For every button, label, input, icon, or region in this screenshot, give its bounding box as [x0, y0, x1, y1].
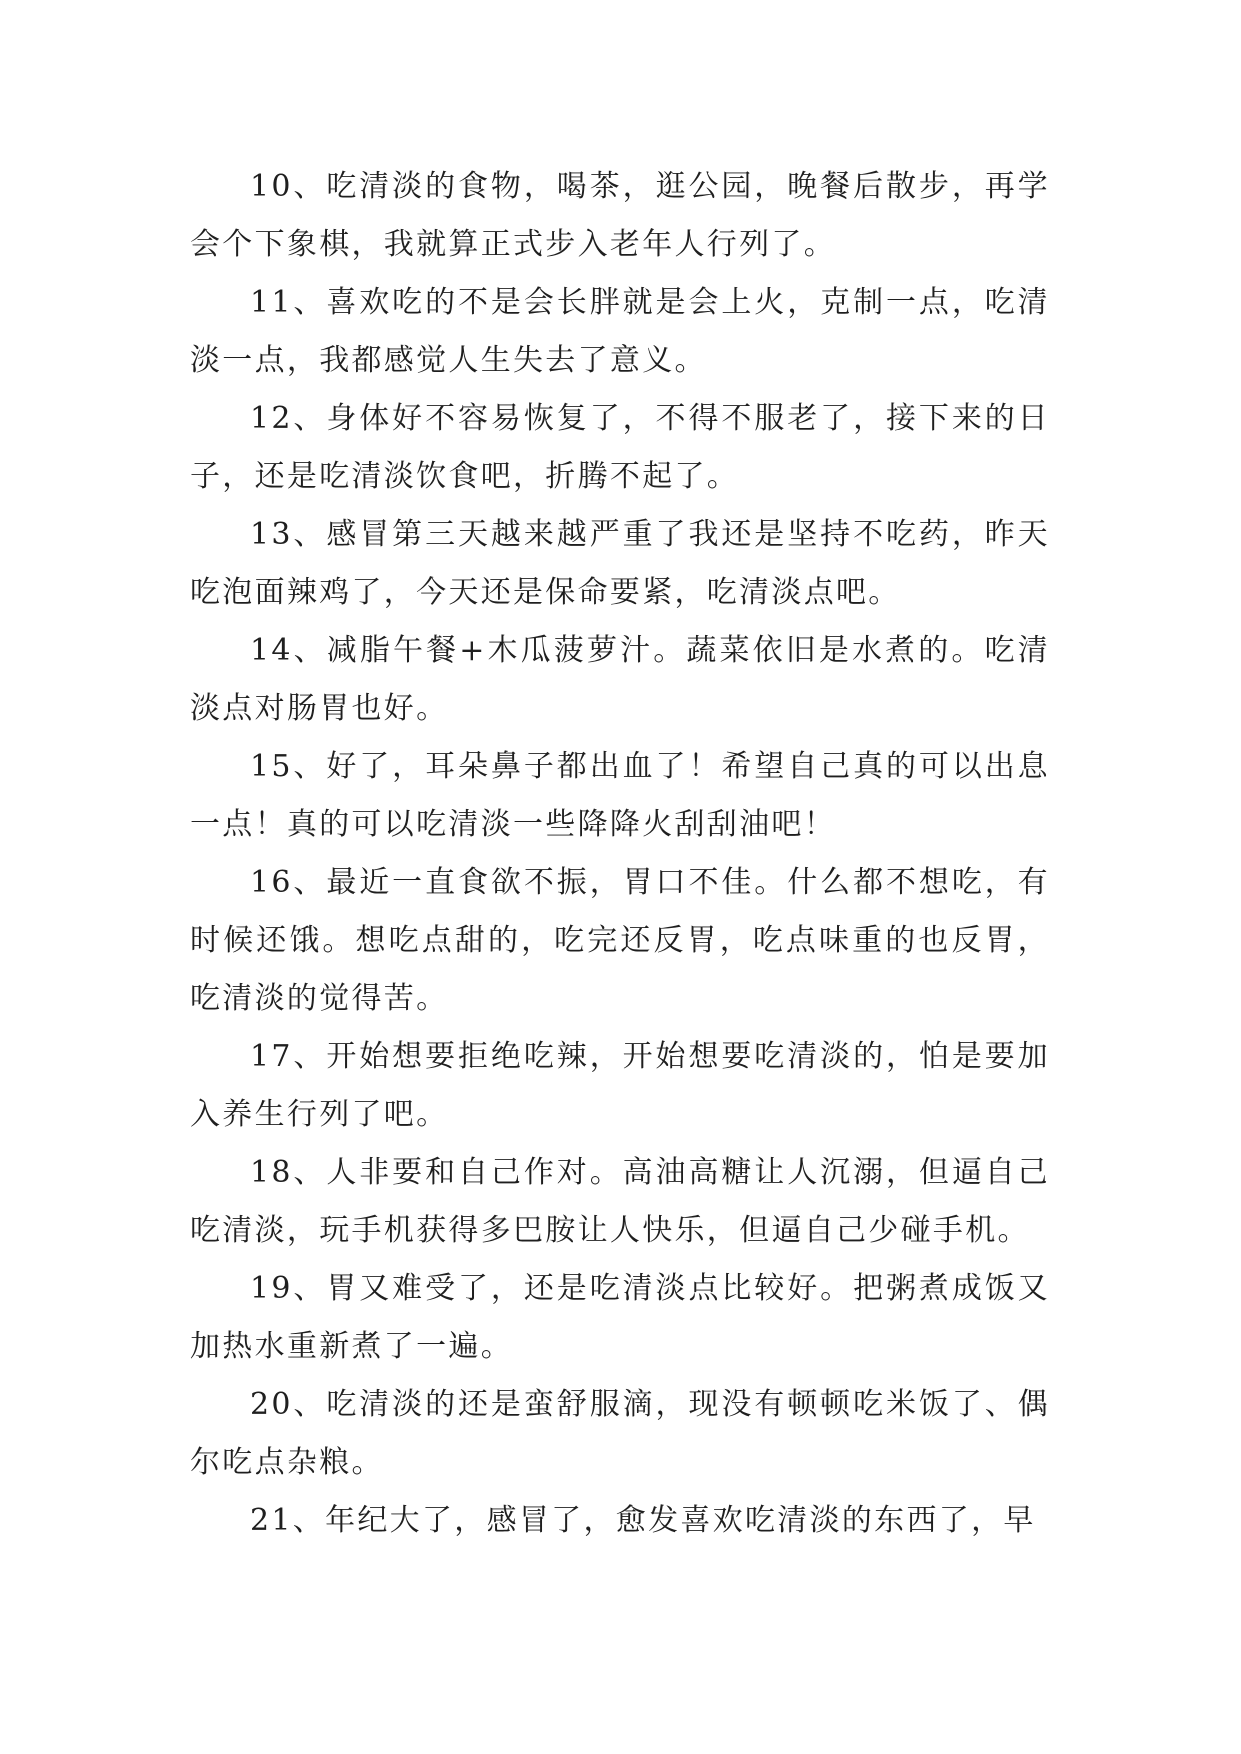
paragraph-11: 11、喜欢吃的不是会长胖就是会上火，克制一点，吃清淡一点，我都感觉人生失去了意义。	[190, 285, 1050, 378]
paragraph-21: 21、年纪大了，感冒了，愈发喜欢吃清淡的东西了，早	[250, 1503, 1036, 1538]
paragraph-16: 16、最近一直食欲不振，胃口不佳。什么都不想吃，有时候还饿。想吃点甜的，吃完还反胃，吃点味重的也反胃，吃清淡的觉得苦。	[190, 865, 1050, 1016]
paragraph-19: 19、胃又难受了，还是吃清淡点比较好。把粥煮成饭又加热水重新煮了一遍。	[190, 1271, 1050, 1364]
paragraph-20: 20、吃清淡的还是蛮舒服滴，现没有顿顿吃米饭了、偶尔吃点杂粮。	[190, 1387, 1050, 1480]
paragraph-15: 15、好了，耳朵鼻子都出血了！希望自己真的可以出息一点！真的可以吃清淡一些降降火刮刮油吧！	[190, 749, 1050, 842]
paragraph-14: 14、减脂午餐+木瓜菠萝汁。蔬菜依旧是水煮的。吃清淡点对肠胃也好。	[190, 633, 1050, 726]
document-body	[190, 158, 1050, 1550]
paragraph-17: 17、开始想要拒绝吃辣，开始想要吃清淡的，怕是要加入养生行列了吧。	[190, 1039, 1050, 1132]
paragraph-10: 10、吃清淡的食物，喝茶，逛公园，晚餐后散步，再学会个下象棋，我就算正式步入老年人行列了。	[190, 169, 1050, 262]
paragraph-12: 12、身体好不容易恢复了，不得不服老了，接下来的日子，还是吃清淡饮食吧，折腾不起了。	[190, 401, 1050, 494]
paragraph-18: 18、人非要和自己作对。高油高糖让人沉溺，但逼自己吃清淡，玩手机获得多巴胺让人快乐，但逼自己少碰手机。	[190, 1155, 1050, 1248]
paragraph-13: 13、感冒第三天越来越严重了我还是坚持不吃药，昨天吃泡面辣鸡了，今天还是保命要紧，吃清淡点吧。	[190, 517, 1050, 610]
